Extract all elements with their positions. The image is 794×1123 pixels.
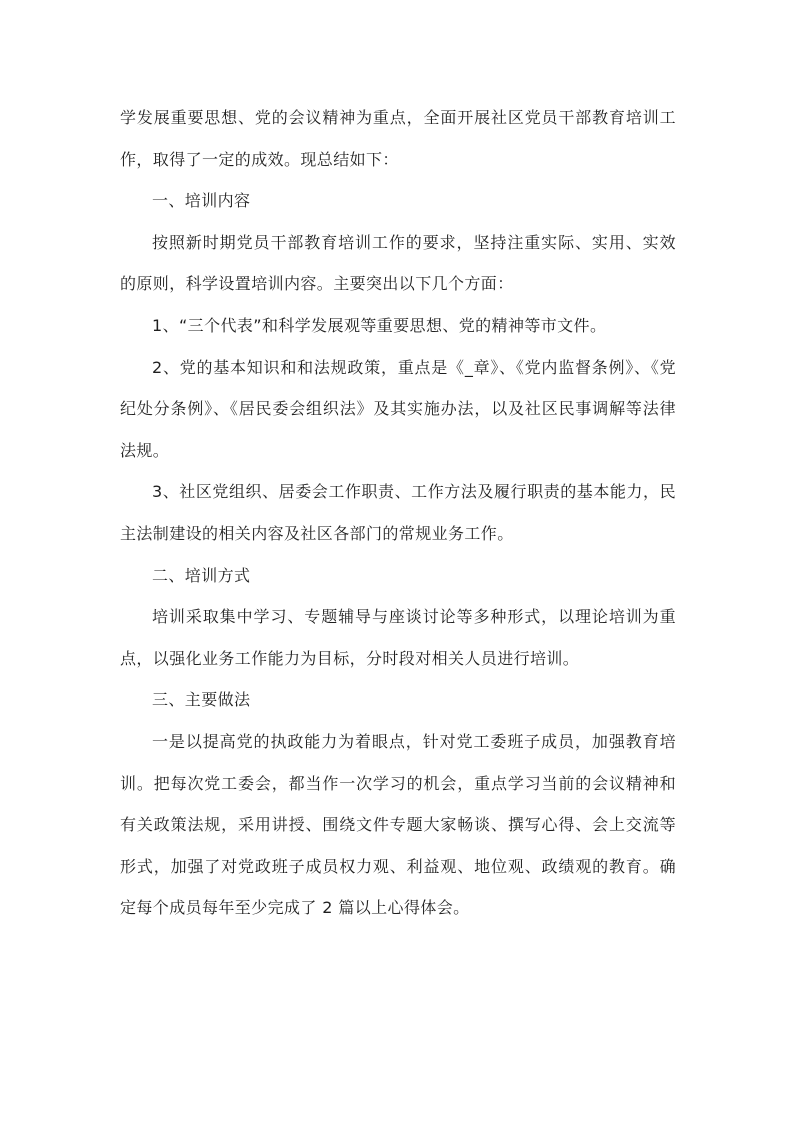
list-item-3: 3、社区党组织、居委会工作职责、工作方法及履行职责的基本能力，民主法制建设的相关内容及社区各部门的常规业务工作。 bbox=[120, 482, 676, 543]
section-heading-main-practices: 三、主要做法 bbox=[152, 690, 251, 710]
section-heading-training-method: 二、培训方式 bbox=[152, 565, 251, 585]
paragraph-main-practices: 一是以提高党的执政能力为着眼点，针对党工委班子成员，加强教育培训。把每次党工委会，都当作一次学习的机会，重点学习当前的会议精神和有关政策法规，采用讲授、围绕文件专题大家畅谈、撰写心得、会上交流等形式，加强了对党政班子成员权力观、利益观、地位观、政绩观的教育。确定每个成员每年至少完成了 2 篇以上心得体会。 bbox=[120, 731, 676, 918]
paragraph-training-method: 培训采取集中学习、专题辅导与座谈讨论等多种形式，以理论培训为重点，以强化业务工作能力为目标，分时段对相关人员进行培训。 bbox=[120, 607, 676, 668]
list-item-2: 2、党的基本知识和和法规政策，重点是《_章》、《党内监督条例》、《党纪处分条例》、《居民委会组织法》及其实施办法，以及社区民事调解等法律法规。 bbox=[120, 357, 676, 460]
paragraph-training-requirements: 按照新时期党员干部教育培训工作的要求，坚持注重实际、实用、实效的原则，科学设置培训内容。主要突出以下几个方面： bbox=[120, 232, 676, 294]
section-heading-training-content: 一、培训内容 bbox=[152, 191, 251, 211]
document-body bbox=[120, 97, 676, 929]
list-item-1: 1、“三个代表”和科学发展观等重要思想、党的精神等市文件。 bbox=[152, 315, 607, 335]
paragraph-continuation: 学发展重要思想、党的会议精神为重点，全面开展社区党员干部教育培训工作，取得了一定的成效。现总结如下： bbox=[120, 108, 676, 169]
